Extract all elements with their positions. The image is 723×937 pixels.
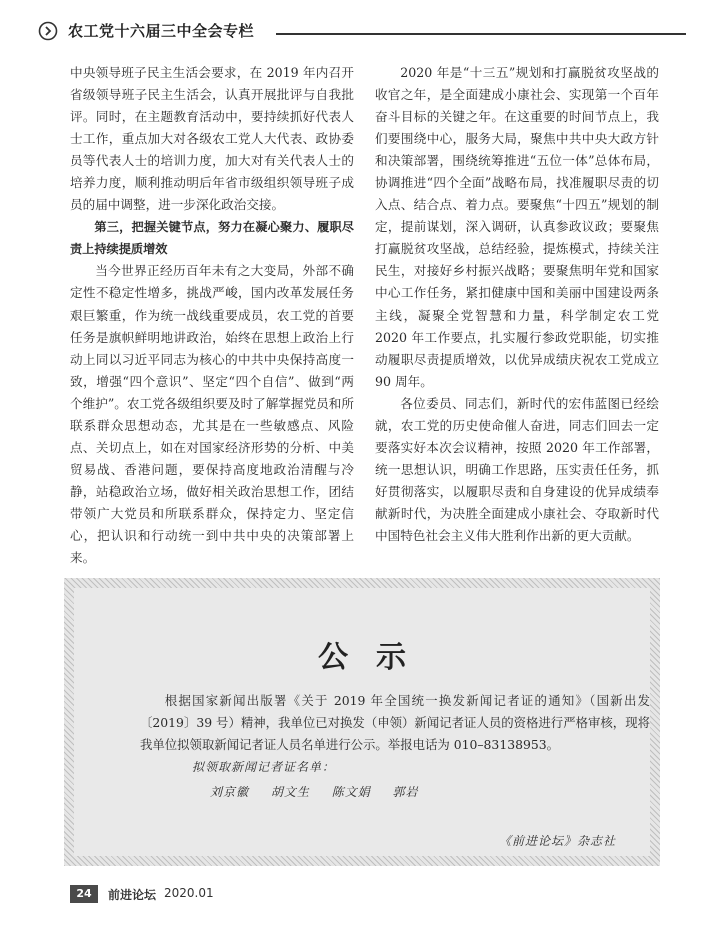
public-notice-box — [64, 578, 660, 866]
notice-signature: 《前进论坛》杂志社 — [498, 834, 616, 848]
notice-paragraph: 根据国家新闻出版署《关于 2019 年全国统一换发新闻记者证的通知》（国新出发〔2019〕39 号）精神，我单位已对换发（申领）新闻记者证人员的资格进行严格审核，现将我单位拟领取新闻记者证人员名单进行公示。举报电话为 010–83138953。 — [140, 693, 650, 752]
left-paragraph-1: 中央领导班子民主生活会要求，在 2019 年内召开省级领导班子民主生活会，认真开展批评与自我批评。同时，在主题教育活动中，要持续抓好代表人士工作，重点加大对各级农工党人大代表、政协委员等代表人士的培训力度，加大对有关代表人士的培养力度，顺利推动明后年省市级组织领导班子成员的届中调整，进一步深化政治交接。 — [70, 65, 354, 213]
right-paragraph-2: 各位委员、同志们，新时代的宏伟蓝图已经绘就，农工党的历史使命催人奋进，同志们回去一定要落实好本次会议精神，按照 2020 年工作部署，统一思想认识，明确工作思路，压实责任任务，抓好贯彻落实，以履职尽责和自身建设的优异成绩奉献新时代，为决胜全面建成小康社会、夺取新时代中国特色社会主义伟大胜利作出新的更大贡献。 — [375, 395, 659, 543]
page-footer — [70, 885, 370, 903]
notice-title: 公示 — [318, 640, 434, 675]
names-label: 拟领取新闻记者证名单： — [192, 760, 336, 774]
circle-arrow-icon — [38, 21, 58, 41]
section-heading-third: 第三，把握关键节点，努力在凝心聚力、履职尽责上持续提质增效 — [70, 220, 354, 257]
name-item: 刘京徽 — [210, 785, 250, 799]
name-item: 胡文生 — [270, 785, 310, 799]
right-column — [375, 62, 659, 547]
notice-inner — [74, 588, 650, 856]
names-list — [210, 783, 437, 800]
name-item: 郭岩 — [392, 785, 419, 799]
page-number: 24 — [70, 885, 98, 903]
left-column — [70, 62, 354, 569]
header-rule — [276, 33, 686, 35]
name-item: 陈文娟 — [331, 785, 371, 799]
section-title: 农工党十六届三中全会专栏 — [68, 22, 255, 40]
notice-body — [140, 690, 650, 756]
section-header — [38, 18, 686, 44]
right-paragraph-1: 2020 年是“十三五”规划和打赢脱贫攻坚战的收官之年，是全面建成小康社会、实现第一个百年奋斗目标的关键之年。在这重要的时间节点上，我们要围绕中心，服务大局，聚焦中共中央大政方针和决策部署，围绕统筹推进“五位一体”总体布局，协调推进“四个全面”战略布局，找准履职尽责的切入点、结合点、着力点。要聚焦“十四五”规划的制定，提前谋划，深入调研，认真参政议政；要聚焦打赢脱贫攻坚战，总结经验，提炼模式，持续关注民生，对接好乡村振兴战略；要聚焦明年党和国家中心工作任务，紧扣健康中国和美丽中国建设两条主线，凝聚全党智慧和力量，科学制定农工党 2020 年工作要点，扎实履行参政党职能，切实推动履职尽责提质增效，以优异成绩庆祝农工党成立 90 周年。 — [375, 65, 659, 389]
publication-name: 前进论坛 — [108, 888, 157, 902]
left-paragraph-2: 当今世界正经历百年未有之大变局，外部不确定性不稳定性增多，挑战严峻，国内改革发展任务艰巨繁重，作为统一战线重要成员，农工党的首要任务是旗帜鲜明地讲政治，始终在思想上政治上行动上同以习近平同志为核心的中共中央保持高度一致，增强“四个意识”、坚定“四个自信”、做到“两个维护”。农工党各级组织要及时了解掌握党员和所联系群众思想动态，尤其是在一些敏感点、风险点、关切点上，如在对国家经济形势的分析、中美贸易战、香港问题，要保持高度地政治清醒与冷静，站稳政治立场，做好相关政治思想工作，团结带领广大党员和所联系群众，保持定力、坚定信心，把认识和行动统一到中共中央的决策部署上来。 — [70, 263, 354, 566]
issue-date: 2020.01 — [164, 886, 214, 900]
